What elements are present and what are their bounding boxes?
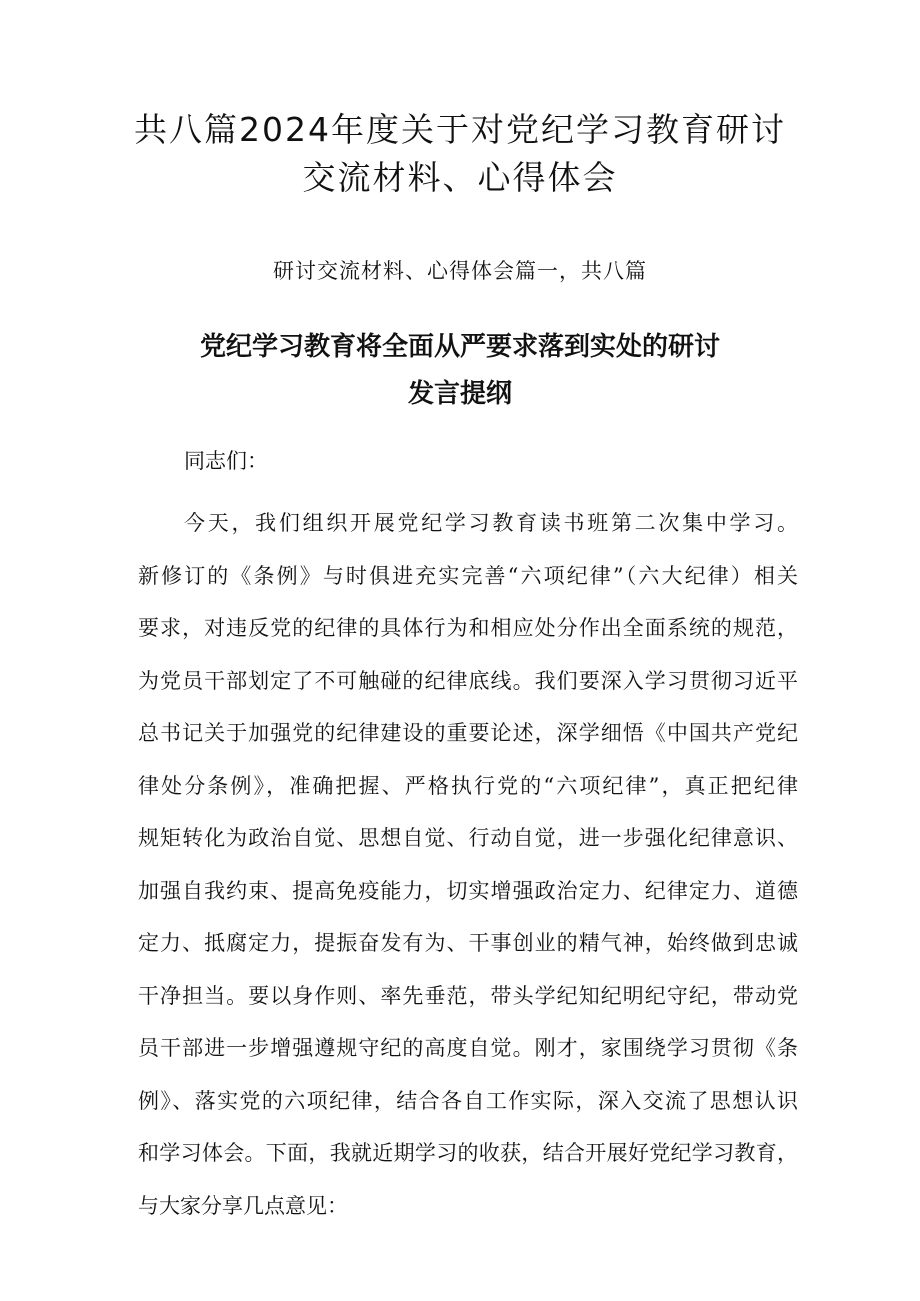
body-paragraph bbox=[138, 508, 798, 1243]
paragraph-line: 干净担当。要以身作则、率先垂范，带头学纪知纪明纪守纪，带动党 bbox=[138, 983, 798, 1008]
paragraph-line: 总书记关于加强党的纪律建设的重要论述，深学细悟《中国共产党纪 bbox=[138, 721, 798, 745]
paragraph-line: 新修订的《条例》与时俱进充实完善“六项纪律”（六大纪律）相关 bbox=[138, 563, 798, 588]
paragraph-line: 律处分条例》，准确把握、严格执行党的“六项纪律”，真正把纪律 bbox=[138, 773, 798, 798]
paragraph-line: 与大家分享几点意见： bbox=[138, 1193, 348, 1218]
paragraph-line: 例》、落实党的六项纪律，结合各自工作实际，深入交流了思想认识 bbox=[138, 1088, 798, 1113]
paragraph-line: 和学习体会。下面，我就近期学习的收获，结合开展好党纪学习教育， bbox=[138, 1141, 798, 1165]
paragraph-line: 定力、抵腐定力，提振奋发有为、干事创业的精气神，始终做到忠诚 bbox=[138, 931, 798, 955]
document-title-line-2: 交流材料、心得体会 bbox=[302, 158, 618, 197]
speech-title-line-1: 党纪学习教育将全面从严要求落到实处的研讨 bbox=[199, 332, 720, 362]
paragraph-line: 员干部进一步增强遵规守纪的高度自觉。刚才，家围绕学习贯彻《条 bbox=[138, 1036, 798, 1060]
paragraph-line: 今天，我们组织开展党纪学习教育读书班第二次集中学习。 bbox=[184, 511, 798, 535]
greeting: 同志们： bbox=[184, 449, 268, 473]
document-subtitle: 研讨交流材料、心得体会篇一，共八篇 bbox=[273, 259, 647, 283]
paragraph-line: 规矩转化为政治自觉、思想自觉、行动自觉，进一步强化纪律意识、 bbox=[138, 826, 798, 850]
speech-title-line-2: 发言提纲 bbox=[407, 379, 512, 409]
document-title-line-1: 共八篇2024年度关于对党纪学习教育研讨 bbox=[134, 110, 786, 149]
paragraph-line: 要求，对违反党的纪律的具体行为和相应处分作出全面系统的规范， bbox=[138, 616, 798, 640]
paragraph-line: 加强自我约束、提高免疫能力，切实增强政治定力、纪律定力、道德 bbox=[138, 878, 798, 903]
paragraph-line: 为党员干部划定了不可触碰的纪律底线。我们要深入学习贯彻习近平 bbox=[138, 668, 798, 693]
